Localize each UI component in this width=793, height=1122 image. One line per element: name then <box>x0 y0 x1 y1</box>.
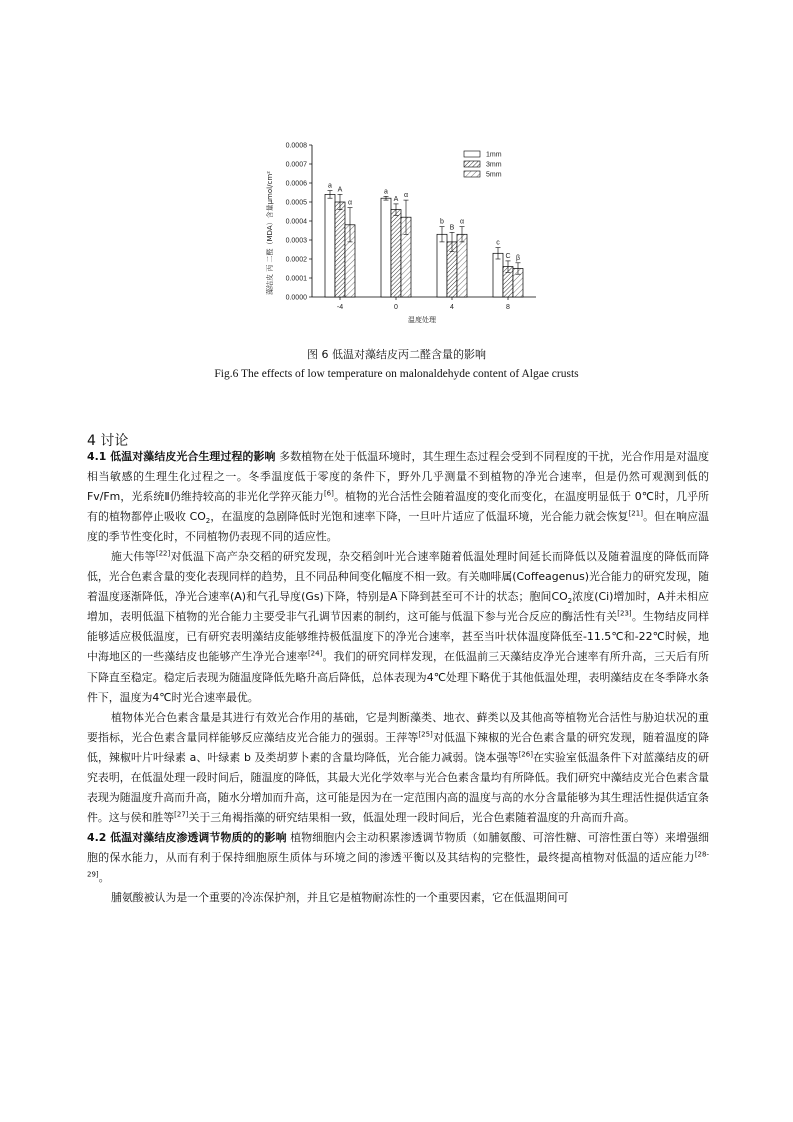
text-run: 。生物结皮同样能够适应极低温度，已有研究表明藻结皮能够维持极低温度下的净光合速率，甚至当叶状体温度降低至-11.5℃和-22℃时候，地中海地区的一些藻结皮也能够产生净光合速率 <box>87 610 709 664</box>
y-tick-label: 0.0000 <box>285 294 307 302</box>
text-run: 。 <box>98 870 110 884</box>
legend-swatch <box>464 151 480 157</box>
paragraph-4-2 <box>87 828 709 888</box>
significance-letter: a <box>384 188 388 196</box>
significance-letter: B <box>449 224 455 232</box>
text-run: ，在温度的急剧降低时光饱和速率下降，一旦叶片适应了低温环境，光合能力就会恢复 <box>210 510 629 524</box>
bar <box>335 202 345 297</box>
significance-letter: a <box>328 182 332 190</box>
paragraph-5 <box>87 888 709 908</box>
legend-swatch <box>464 171 480 177</box>
x-tick-label: 4 <box>450 304 454 311</box>
x-tick-label: 8 <box>506 304 510 311</box>
figure-caption-chinese: 图 6 低温对藻结皮丙二醛含量的影响 <box>307 348 486 361</box>
y-tick-label: 0.0007 <box>285 161 307 169</box>
significance-letter: C <box>505 252 511 260</box>
text-run: 多数植物在处于低温环境时，其生理生态过程会受到不同程度的干扰，光合作用是对温度相当敏感的生理生化过程之一。冬季温度低于零度的条件下，野外几乎测量不到植物的净光合速率，但是仍然可观测到低的 Fv/Fm，光系统Ⅱ仍维持较高的非光化学猝灭能力 <box>87 450 710 504</box>
citation: [25] <box>418 730 433 739</box>
citation: [22] <box>155 549 171 558</box>
mda-bar-chart <box>258 135 548 335</box>
y-tick-label: 0.0001 <box>285 275 307 283</box>
significance-letter: A <box>393 195 399 203</box>
chart-svg <box>258 135 548 335</box>
citation: [6] <box>323 489 334 498</box>
bar <box>325 194 335 297</box>
bar <box>437 234 447 297</box>
paragraph-3 <box>87 708 709 828</box>
y-axis-label: 藻结皮 丙 二醛（MDA）含量μmol/cm² <box>266 171 274 295</box>
y-tick-label: 0.0003 <box>285 237 307 245</box>
text-run: 。植物的光合活性会随着温度的变化而变化，在温度明显低于 0℃时，几乎所有的植物都停止吸收 CO <box>87 490 709 524</box>
citation: [21] <box>628 509 643 518</box>
subscript: 2 <box>205 517 211 526</box>
bar <box>381 198 391 297</box>
legend-swatch <box>464 161 480 167</box>
legend-label: 5mm <box>486 171 502 179</box>
text-run: 植物细胞内会主动积累渗透调节物质（如脯氨酸、可溶性糖、可溶性蛋白等）来增强细胞的保水能力，从而有利于保持细胞原生质体与环境之间的渗透平衡以及其结构的完整性，最终提高植物对低温的适应能力 <box>87 830 709 864</box>
significance-letter: α <box>403 192 409 200</box>
text-run: 。我们的研究同样发现，在低温前三天藻结皮净光合速率有所升高，三天后有所下降直至稳定。稳定后表现为随温度降低先略升高后降低，总体表现为4℃处理下略优于其他低温处理，表明藻结皮在冬季降水条件下，温度为4℃时光合速率最优。 <box>87 650 709 704</box>
text-run: 脯氨酸被认为是一个重要的冷冻保护剂，并且它是植物耐冻性的一个重要因素，它在低温期间可 <box>110 891 569 905</box>
paragraph-2 <box>87 547 709 707</box>
text-run: 对低温下高产杂交稻的研究发现，杂交稻剑叶光合速率随着低温处理时间延长而降低以及随着温度的降低而降低，光合色素含量的变化表现同样的趋势，且不同品种间变化幅度不相一致。有关咖啡属(Coffeagenus)光合能力的研究发现，随着温度逐渐降低，净光合速率(A)和气孔导度(Gs)下降，特别是A下降到甚至可不计的状态；胞间CO <box>87 550 709 604</box>
text-run: 对低温下辣椒的光合色素含量的研究发现，随着温度的降低，辣椒叶片叶绿素 a、叶绿素 b 及类胡萝卜素的含量均降低，光合能力减弱。饶本强等 <box>87 730 709 764</box>
citation: [28-29] <box>87 850 709 879</box>
legend-label: 1mm <box>486 151 502 159</box>
text-run: 在实验室低温条件下对蓝藻结皮的研究表明，在低温处理一段时间后，随温度的降低，其最大光化学效率与光合色素含量均有所降低。我们研究中藻结皮光合色素含量表现为随温度升高而升高，随水分增加而升高，这可能是因为在一定范围内高的温度与高的水分含量能够为其生理活性提供适宜条件。这与侯和胜等 <box>87 750 709 824</box>
citation: [26] <box>518 750 533 759</box>
significance-letter: α <box>347 199 353 207</box>
x-tick-label: -4 <box>336 304 344 311</box>
text-run: 关于三角褐指藻的研究结果相一致，低温处理一段时间后，光合色素随着温度的升高而升高。 <box>188 810 636 824</box>
y-tick-label: 0.0008 <box>285 142 307 150</box>
significance-letter: β <box>515 254 521 262</box>
x-axis-label: 温度处理 <box>408 316 436 324</box>
bar <box>457 234 467 297</box>
bar <box>391 210 401 297</box>
citation: [27] <box>174 810 189 819</box>
y-tick-label: 0.0002 <box>285 256 307 264</box>
subsection-heading-4-2: 4.2 低温对藻结皮渗透调节物质的的影响 <box>87 830 287 844</box>
citation: [24] <box>307 649 323 658</box>
subsection-heading-4-1: 4.1 低温对藻结皮光合生理过程的影响 <box>87 450 276 463</box>
y-tick-label: 0.0005 <box>285 199 307 207</box>
body-text <box>87 447 709 908</box>
section-heading: 4 讨论 <box>87 433 129 449</box>
significance-letter: c <box>496 239 500 247</box>
citation: [23] <box>617 609 632 618</box>
paragraph-4-1 <box>87 447 709 547</box>
subscript: 2 <box>567 597 573 606</box>
text-run: 浓度(Ci)增加时，A并未相应增加，表明低温下植物的光合能力主要受非气孔调节因素的制约，这可能与低温下参与光合反应的酶活性有关 <box>87 590 709 624</box>
figure-caption-english: Fig.6 The effects of low temperature on malonaldehyde content of Algae crusts <box>214 368 579 380</box>
legend-label: 3mm <box>486 161 502 169</box>
significance-letter: b <box>440 218 444 226</box>
text-run: 施大伟等 <box>110 550 156 564</box>
bar <box>493 253 503 297</box>
x-tick-label: 0 <box>394 304 398 311</box>
text-run: 。但在响应温度的季节性变化时，不同植物仍表现不同的适应性。 <box>87 510 709 544</box>
significance-letter: α <box>459 218 465 226</box>
y-tick-label: 0.0006 <box>285 180 307 188</box>
y-tick-label: 0.0004 <box>285 218 307 226</box>
significance-letter: A <box>337 186 343 194</box>
text-run: 植物体光合色素含量是其进行有效光合作用的基础，它是判断藻类、地衣、藓类以及其他高等植物光合活性与胁迫状况的重要指标，光合色素含量同样能够反应藻结皮光合能力的强弱。王萍等 <box>87 710 709 744</box>
